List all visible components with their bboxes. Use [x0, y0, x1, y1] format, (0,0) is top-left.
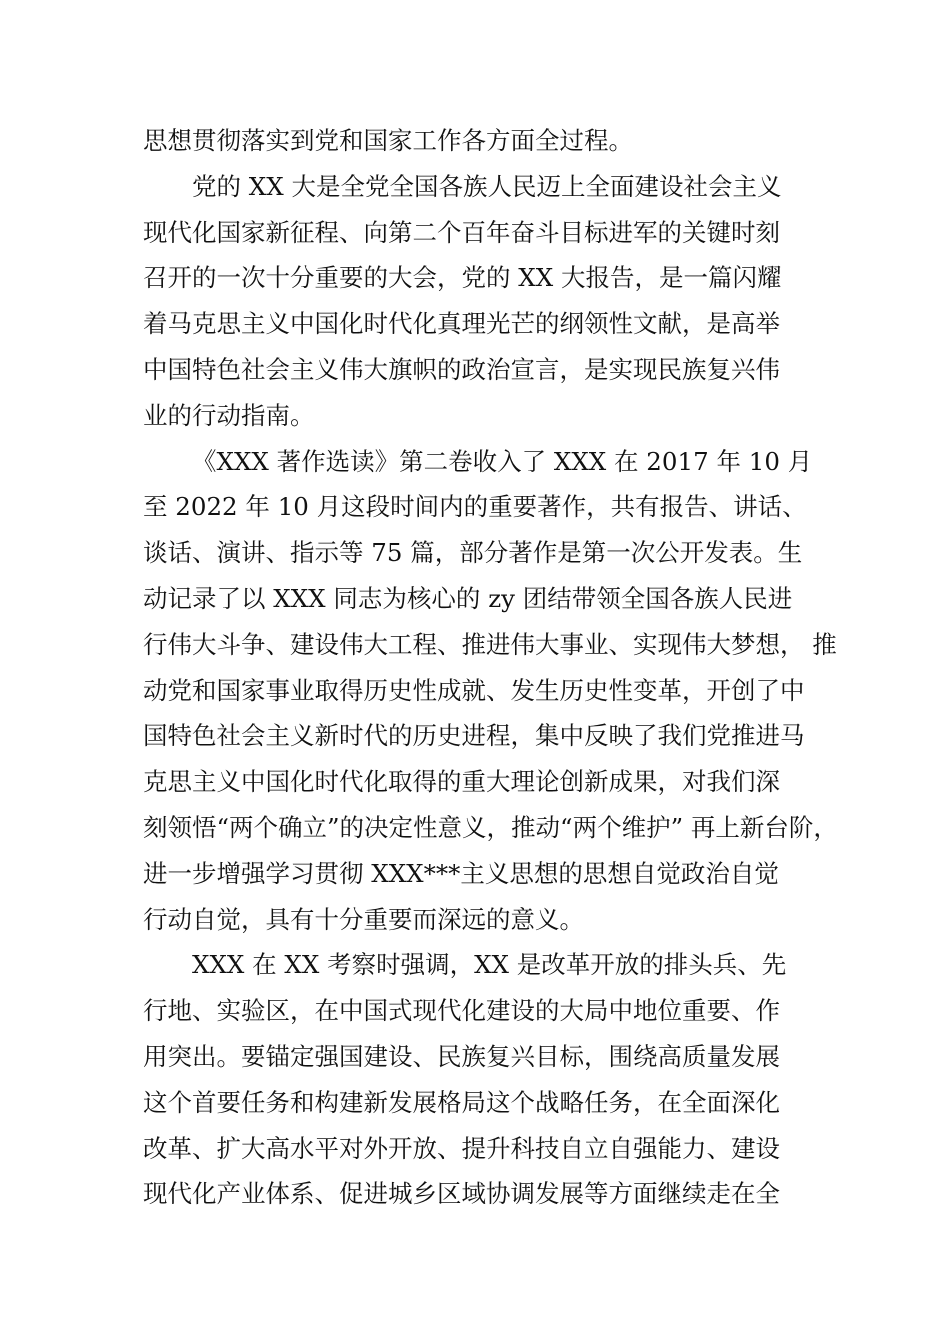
text-line: 着马克思主义中国化时代化真理光芒的纲领性文献，是高举 [143, 309, 780, 339]
text-line: 《XXX 著作选读》第二卷收入了 XXX 在 2017 年 10 月 [192, 446, 813, 476]
text-line: 业的行动指南。 [143, 400, 315, 430]
paragraph-3 [143, 439, 838, 943]
text-line: 中国特色社会主义伟大旗帜的政治宣言，是实现民族复兴伟 [143, 354, 780, 384]
text-line: 刻领悟“两个确立”的决定性意义，推动“两个维护” 再上新台阶， [143, 812, 838, 842]
text-line: 改革、扩大高水平对外开放、提升科技自立自强能力、建设 [143, 1133, 780, 1163]
text-line: 用突出。要锚定强国建设、民族复兴目标，围绕高质量发展 [143, 1041, 780, 1071]
paragraph-1 [143, 118, 809, 164]
text-line: 谈话、演讲、指示等 75 篇，部分著作是第一次公开发表。生 [143, 538, 803, 568]
paragraph-2 [143, 164, 809, 439]
text-line: 行伟大斗争、建设伟大工程、推进伟大事业、实现伟大梦想， 推 [143, 629, 837, 659]
text-line: 召开的一次十分重要的大会，党的 XX 大报告，是一篇闪耀 [143, 263, 782, 293]
text-line: 进一步增强学习贯彻 XXX***主义思想的思想自觉政治自觉 [143, 858, 779, 888]
text-line: 思想贯彻落实到党和国家工作各方面全过程。 [143, 126, 633, 155]
text-line: 这个首要任务和构建新发展格局这个战略任务，在全面深化 [143, 1087, 780, 1117]
text-line: 国特色社会主义新时代的历史进程，集中反映了我们党推进马 [143, 721, 805, 751]
paragraph-4 [143, 942, 809, 1217]
text-line: 现代化产业体系、促进城乡区域协调发展等方面继续走在全 [143, 1179, 780, 1209]
text-line: 党的 XX 大是全党全国各族人民迈上全面建设社会主义 [192, 171, 782, 201]
text-line: 行动自觉，具有十分重要而深远的意义。 [143, 904, 584, 934]
text-line: 现代化国家新征程、向第二个百年奋斗目标进军的关键时刻 [143, 217, 780, 247]
text-line: 行地、实验区，在中国式现代化建设的大局中地位重要、作 [143, 996, 780, 1026]
text-line: XXX 在 XX 考察时强调，XX 是改革开放的排头兵、先 [192, 950, 787, 980]
text-line: 动党和国家事业取得历史性成就、发生历史性变革，开创了中 [143, 675, 805, 705]
text-line: 克思主义中国化时代化取得的重大理论创新成果，对我们深 [143, 767, 780, 797]
text-line: 至 2022 年 10 月这段时间内的重要著作，共有报告、讲话、 [143, 492, 807, 522]
text-line: 动记录了以 XXX 同志为核心的 zy 团结带领全国各族人民进 [143, 583, 793, 613]
document-body [143, 118, 838, 1217]
